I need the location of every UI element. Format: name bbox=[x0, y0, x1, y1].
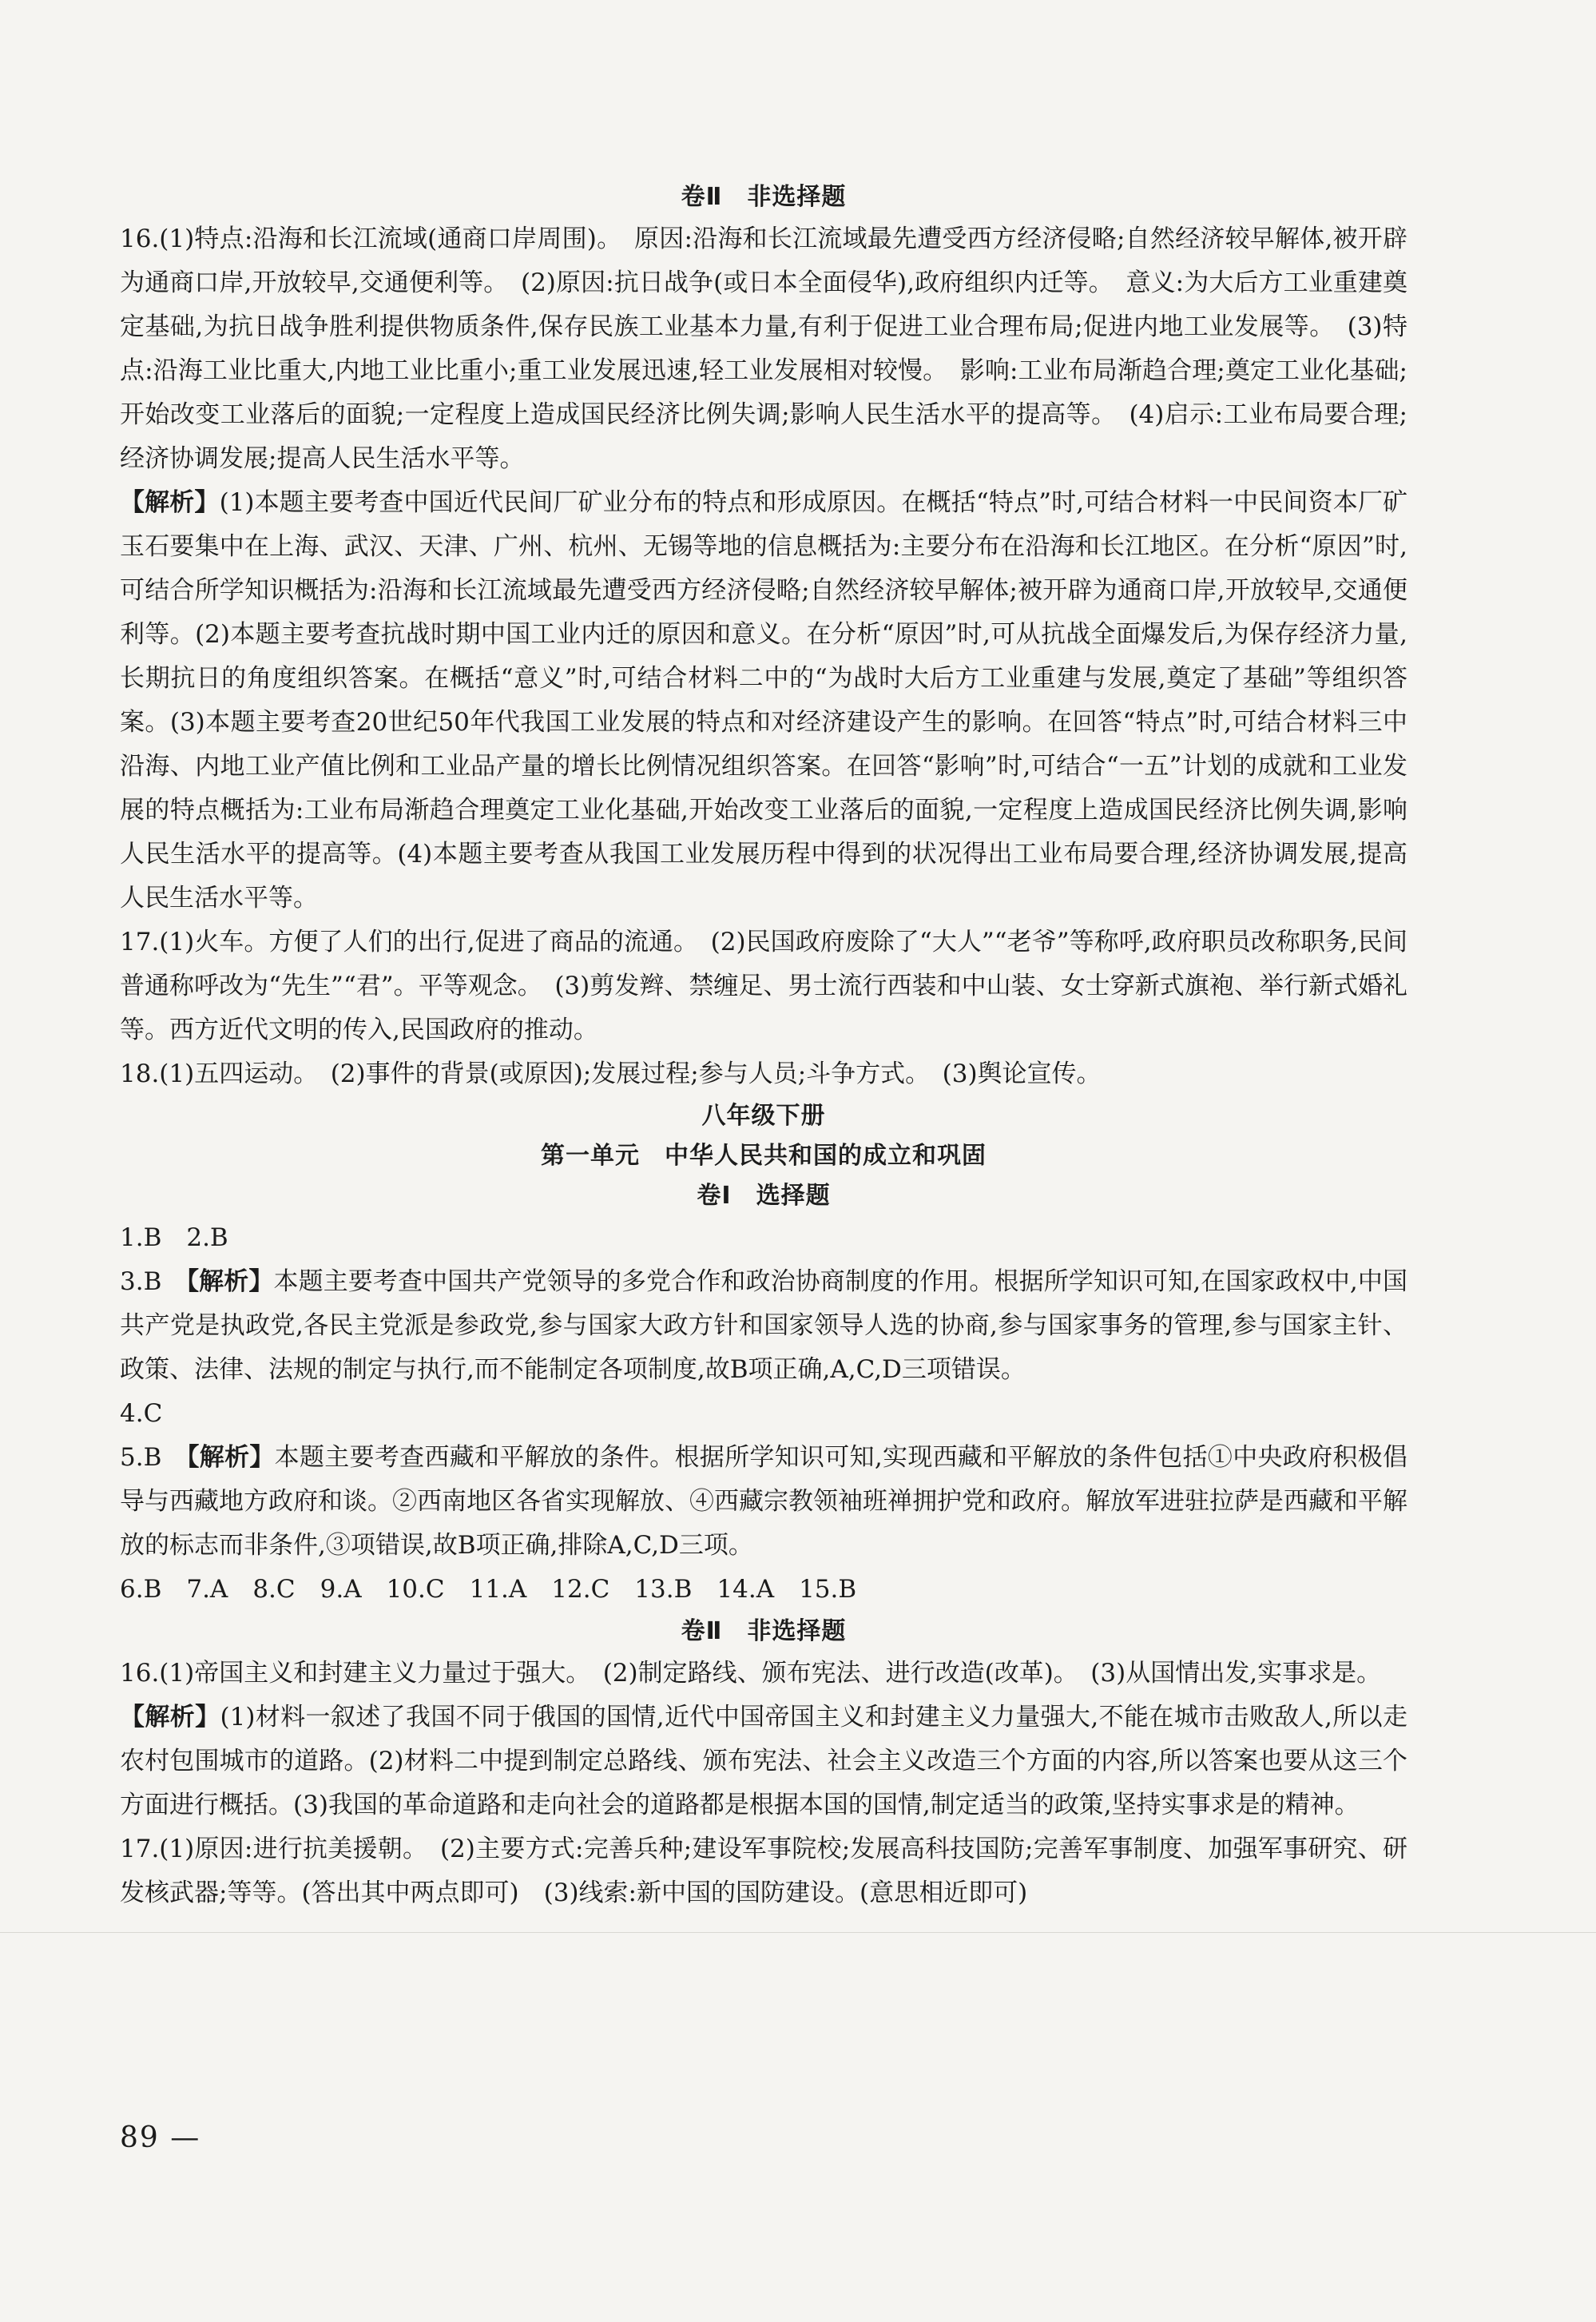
answer-paragraph bbox=[120, 1827, 1407, 1915]
question-number: 3.B bbox=[120, 1267, 187, 1296]
paragraph-text: 16.(1)帝国主义和封建主义力量过于强大。 (2)制定路线、颁布宪法、进行改造(改革)。 (3)从国情出发,实事求是。 bbox=[120, 1659, 1382, 1688]
answer-paragraph bbox=[120, 1696, 1407, 1827]
paragraph-text: 6.B 7.A 8.C 9.A 10.C 11.A 12.C 13.B 14.A 15.B bbox=[120, 1575, 857, 1604]
answer-paragraph bbox=[120, 1260, 1407, 1392]
answer-page bbox=[120, 177, 1407, 1915]
answer-paragraph bbox=[120, 920, 1407, 1052]
section-heading: 八年级下册 bbox=[701, 1102, 826, 1130]
section-heading: 卷Ⅱ 非选择题 bbox=[681, 183, 847, 211]
paragraph-text: 18.(1)五四运动。 (2)事件的背景(或原因);发展过程;参与人员;斗争方式。 (3)舆论宣传。 bbox=[120, 1060, 1102, 1088]
paragraph-text: 16.(1)特点:沿海和长江流域(通商口岸周围)。 原因:沿海和长江流域最先遭受西方经济侵略;自然经济较早解体,被开辟为通商口岸,开放较早,交通便利等。 (2)原因:抗日战争(或日本全面侵华),政府组织内迁等。 意义:为大后方工业重建奠定基础,为抗日战争胜利提供物质条件,保存民族工业基本力量,有利于促进工业合理布局;促进内地工业发展等。 (3)特点:沿海工业比重大,内地工业比重小;重工业发展迅速,轻工业发展相对较慢。 影响:工业布局渐趋合理;奠定工业化基础;开始改变工业落后的面貌;一定程度上造成国民经济比例失调;影响人民生活水平的提高等。 (4)启示:工业布局要合理;经济协调发展;提高人民生活水平等。 bbox=[120, 225, 1407, 473]
paragraph-text: 17.(1)原因:进行抗美援朝。 (2)主要方式:完善兵种;建设军事院校;发展高科技国防;完善军事制度、加强军事研究、研发核武器;等等。(答出其中两点即可) (3)线索:新中国的国防建设。(意思相近即可) bbox=[120, 1835, 1407, 1907]
section-heading: 卷Ⅱ 非选择题 bbox=[681, 1617, 847, 1645]
paragraph-text: 17.(1)火车。方便了人们的出行,促进了商品的流通。 (2)民国政府废除了“大人”“老爷”等称呼,政府职员改称职务,民间普通称呼改为“先生”“君”。平等观念。 (3)剪发辫、禁缠足、男士流行西装和中山装、女士穿新式旗袍、举行新式婚礼等。西方近代文明的传入,民国政府的推动。 bbox=[120, 928, 1407, 1044]
answer-paragraph bbox=[120, 1436, 1407, 1568]
answer-paragraph bbox=[120, 1568, 1407, 1612]
answer-paragraph bbox=[120, 1216, 1407, 1260]
section-heading: 第一单元 中华人民共和国的成立和巩固 bbox=[541, 1142, 987, 1170]
analysis-label: 【解析】 bbox=[186, 1267, 274, 1296]
section-heading: 卷Ⅰ 选择题 bbox=[697, 1182, 831, 1210]
answer-paragraph bbox=[120, 481, 1407, 920]
page-fold-line bbox=[0, 1932, 1596, 1933]
paragraph-text: 1.B 2.B bbox=[120, 1223, 228, 1252]
analysis-label: 【解析】 bbox=[186, 1443, 275, 1472]
answer-paragraph bbox=[120, 1392, 1407, 1436]
paragraph-text: 本题主要考查西藏和平解放的条件。根据所学知识可知,实现西藏和平解放的条件包括①中央政府积极倡导与西藏地方政府和谈。②西南地区各省实现解放、④西藏宗教领袖班禅拥护党和政府。解放军进驻拉萨是西藏和平解放的标志而非条件,③项错误,故B项正确,排除A,C,D三项。 bbox=[120, 1443, 1408, 1560]
paragraph-text: 本题主要考查中国共产党领导的多党合作和政治协商制度的作用。根据所学知识可知,在国家政权中,中国共产党是执政党,各民主党派是参政党,参与国家大政方针和国家领导人选的协商,参与国家事务的管理,参与国家主针、政策、法律、法规的制定与执行,而不能制定各项制度,故B项正确,A,C,D三项错误。 bbox=[120, 1267, 1407, 1384]
analysis-label: 【解析】 bbox=[120, 1703, 220, 1732]
answer-paragraph bbox=[120, 1052, 1407, 1096]
paragraph-text: 4.C bbox=[120, 1399, 163, 1428]
paragraph-text: (1)本题主要考查中国近代民间厂矿业分布的特点和形成原因。在概括“特点”时,可结合材料一中民间资本厂矿玉石要集中在上海、武汉、天津、广州、杭州、无锡等地的信息概括为:主要分布在沿海和长江地区。在分析“原因”时,可结合所学知识概括为:沿海和长江流域最先遭受西方经济侵略;自然经济较早解体;被开辟为通商口岸,开放较早,交通便利等。(2)本题主要考查抗战时期中国工业内迁的原因和意义。在分析“原因”时,可从抗战全面爆发后,为保存经济力量,长期抗日的角度组织答案。在概括“意义”时,可结合材料二中的“为战时大后方工业重建与发展,奠定了基础”等组织答案。(3)本题主要考查20世纪50年代我国工业发展的特点和对经济建设产生的影响。在回答“特点”时,可结合材料三中沿海、内地工业产值比例和工业品产量的增长比例情况组织答案。在回答“影响”时,可结合“一五”计划的成就和工业发展的特点概括为:工业布局渐趋合理奠定工业化基础,开始改变工业落后的面貌,一定程度上造成国民经济比例失调,影响人民生活水平的提高等。(4)本题主要考查从我国工业发展历程中得到的状况得出工业布局要合理,经济协调发展,提高人民生活水平等。 bbox=[120, 488, 1408, 912]
answer-paragraph bbox=[120, 217, 1407, 481]
analysis-label: 【解析】 bbox=[120, 488, 220, 517]
answer-paragraph bbox=[120, 1652, 1407, 1696]
page-number: 89 — bbox=[120, 2121, 201, 2154]
question-number: 5.B bbox=[120, 1443, 187, 1472]
paragraph-text: (1)材料一叙述了我国不同于俄国的国情,近代中国帝国主义和封建主义力量强大,不能在城市击败敌人,所以走农村包围城市的道路。(2)材料二中提到制定总路线、颁布宪法、社会主义改造三个方面的内容,所以答案也要从这三个方面进行概括。(3)我国的革命道路和走向社会的道路都是根据本国的国情,制定适当的政策,坚持实事求是的精神。 bbox=[120, 1703, 1408, 1819]
